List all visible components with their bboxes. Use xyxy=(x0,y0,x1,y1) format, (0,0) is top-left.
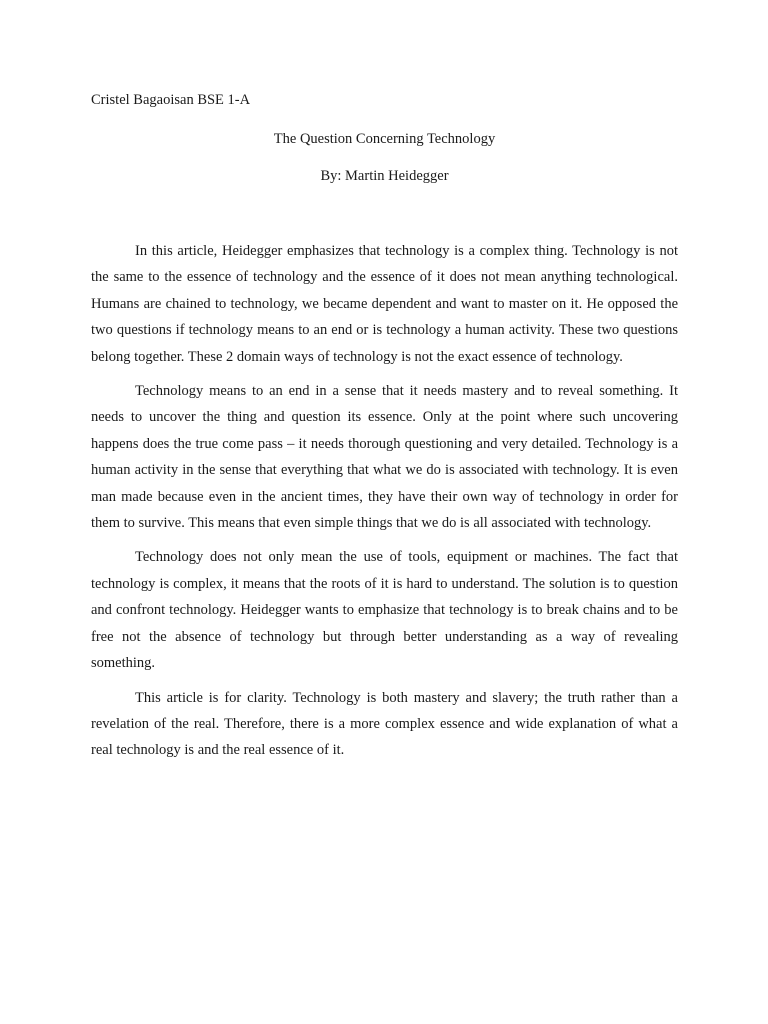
paragraph-3: Technology does not only mean the use of tools, equipment or machines. The fact that technology is complex, it means that the roots of it is hard to understand. The solution is to question and confront technology. Heidegger wants to emphasize that technology is to break chains and to be free not the absence of technology but through better understanding as a way of revealing something. xyxy=(91,549,678,672)
document-title: The Question Concerning Technology xyxy=(273,131,496,147)
paragraph-1: In this article, Heidegger emphasizes that technology is a complex thing. Technology is not the same to the essence of technology and the essence of it does not mean anything technological. Humans are chained to technology, we became dependent and want to master on it. He opposed the two questions if technology means to an end or is technology a human activity. These two questions belong together. These 2 domain ways of technology is not the exact essence of technology. xyxy=(91,243,678,365)
byline: By: Martin Heidegger xyxy=(320,168,449,184)
document-page xyxy=(91,0,678,1024)
author-line: Cristel Bagaoisan BSE 1-A xyxy=(91,92,251,108)
paragraph-4: This article is for clarity. Technology is both mastery and slavery; the truth rather than a revelation of the real. Therefore, there is a more complex essence and wide explanation of what a real technology is and the real essence of it. xyxy=(91,689,678,759)
body-text xyxy=(91,238,678,772)
paragraph-2: Technology means to an end in a sense that it needs mastery and to reveal something. It needs to uncover the thing and question its essence. Only at the point where such uncovering happens does the true come pass – it needs thorough questioning and very detailed. Technology is a human activity in the sense that everything that what we do is associated with technology. It is even man made because even in the ancient times, they have their own way of technology in order for them to survive. This means that even simple things that we do is all associated with technology. xyxy=(91,383,678,532)
